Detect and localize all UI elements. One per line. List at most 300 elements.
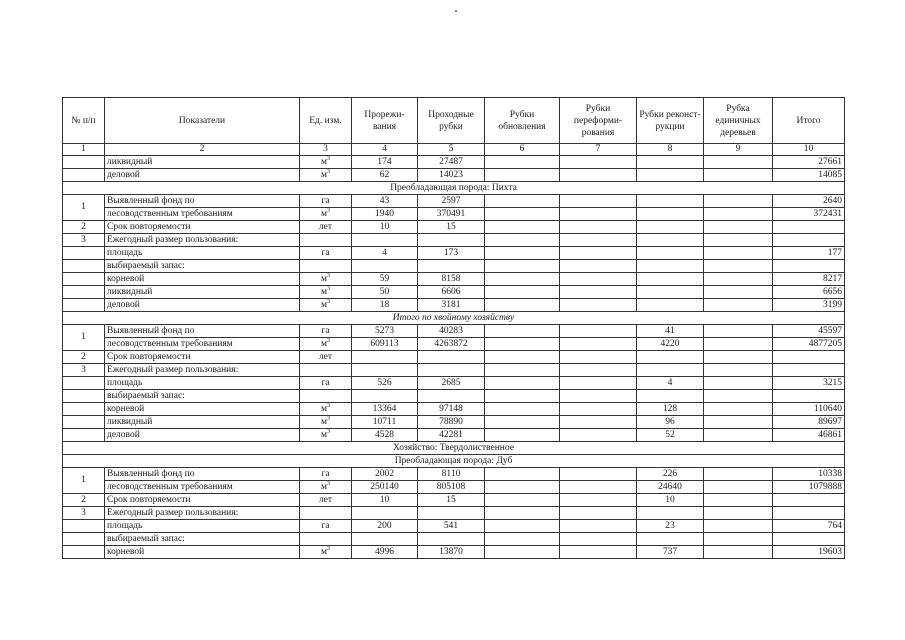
value-reconstruction-cutting <box>637 286 704 299</box>
unit-text: лет <box>318 494 333 505</box>
value-single-tree-cutting <box>704 195 773 208</box>
value-renewal-cutting <box>485 416 560 429</box>
value-single-tree-cutting <box>704 416 773 429</box>
value-reconstruction-cutting: 128 <box>637 403 704 416</box>
header-indicators: Показатели <box>105 98 300 144</box>
unit-cell <box>300 234 352 247</box>
value-thinning: 526 <box>352 377 418 390</box>
value-passage-cutting: 4263872 <box>418 338 485 351</box>
table-row <box>63 507 845 520</box>
value-reformation-cutting <box>560 546 637 559</box>
value-reconstruction-cutting: 24640 <box>637 481 704 494</box>
value-passage-cutting: 2685 <box>418 377 485 390</box>
unit-text: м <box>320 416 327 427</box>
indicator-label: лесоводственным требованиям <box>105 338 300 351</box>
row-number: 3 <box>63 234 105 247</box>
unit-cell <box>300 364 352 377</box>
value-renewal-cutting <box>485 520 560 533</box>
table-row <box>63 494 845 507</box>
value-renewal-cutting <box>485 195 560 208</box>
row-number: 1 <box>63 195 105 221</box>
section-heading: Преобладающая порода: Пихта <box>63 182 845 195</box>
unit-cell <box>300 247 352 260</box>
row-number <box>63 416 105 429</box>
value-total: 45597 <box>773 325 845 338</box>
value-total <box>773 494 845 507</box>
value-reconstruction-cutting <box>637 156 704 169</box>
unit-text: га <box>321 520 330 531</box>
indicator-label: деловой <box>105 169 300 182</box>
value-reformation-cutting <box>560 494 637 507</box>
value-thinning <box>352 533 418 546</box>
value-passage-cutting: 2597 <box>418 195 485 208</box>
table-row <box>63 208 845 221</box>
header-thinning: Прорежи-вания <box>352 98 418 144</box>
unit-cell <box>300 208 352 221</box>
value-total <box>773 533 845 546</box>
indicator-label: площадь <box>105 520 300 533</box>
unit-cell <box>300 156 352 169</box>
unit-text: м <box>320 156 327 167</box>
table-row <box>63 325 845 338</box>
value-thinning: 10 <box>352 221 418 234</box>
indicator-label: ликвидный <box>105 286 300 299</box>
value-thinning: 4528 <box>352 429 418 442</box>
value-reconstruction-cutting: 4220 <box>637 338 704 351</box>
value-renewal-cutting <box>485 325 560 338</box>
table-row <box>63 234 845 247</box>
value-single-tree-cutting <box>704 429 773 442</box>
value-reconstruction-cutting: 23 <box>637 520 704 533</box>
unit-cell <box>300 546 352 559</box>
value-renewal-cutting <box>485 156 560 169</box>
unit-superscript: 3 <box>327 415 330 422</box>
value-reconstruction-cutting: 41 <box>637 325 704 338</box>
value-reformation-cutting <box>560 195 637 208</box>
value-renewal-cutting <box>485 364 560 377</box>
unit-text: га <box>321 247 330 258</box>
indicator-label: деловой <box>105 299 300 312</box>
value-single-tree-cutting <box>704 364 773 377</box>
value-renewal-cutting <box>485 338 560 351</box>
table-row <box>63 299 845 312</box>
row-number <box>63 377 105 390</box>
row-number: 2 <box>63 351 105 364</box>
value-single-tree-cutting <box>704 494 773 507</box>
unit-cell <box>300 260 352 273</box>
row-number: 3 <box>63 364 105 377</box>
value-passage-cutting: 8158 <box>418 273 485 286</box>
unit-superscript: 3 <box>327 272 330 279</box>
unit-text: га <box>321 377 330 388</box>
value-single-tree-cutting <box>704 221 773 234</box>
value-reformation-cutting <box>560 351 637 364</box>
unit-cell <box>300 403 352 416</box>
table-row <box>63 247 845 260</box>
value-renewal-cutting <box>485 234 560 247</box>
header-reconstruction-cutting: Рубки реконст-рукции <box>637 98 704 144</box>
col-number: 6 <box>485 144 560 156</box>
value-thinning <box>352 234 418 247</box>
value-passage-cutting: 6606 <box>418 286 485 299</box>
unit-text: м <box>320 403 327 414</box>
value-total <box>773 351 845 364</box>
value-passage-cutting <box>418 234 485 247</box>
value-single-tree-cutting <box>704 546 773 559</box>
value-thinning: 10 <box>352 494 418 507</box>
value-reformation-cutting <box>560 169 637 182</box>
value-reformation-cutting <box>560 273 637 286</box>
unit-cell <box>300 494 352 507</box>
value-thinning: 18 <box>352 299 418 312</box>
value-single-tree-cutting <box>704 481 773 494</box>
value-reconstruction-cutting <box>637 208 704 221</box>
header-total: Итого <box>773 98 845 144</box>
row-number: 3 <box>63 507 105 520</box>
value-passage-cutting: 370491 <box>418 208 485 221</box>
value-reconstruction-cutting <box>637 351 704 364</box>
value-single-tree-cutting <box>704 468 773 481</box>
indicator-label: ликвидный <box>105 416 300 429</box>
unit-cell <box>300 286 352 299</box>
value-renewal-cutting <box>485 507 560 520</box>
value-passage-cutting: 8110 <box>418 468 485 481</box>
table-row <box>63 429 845 442</box>
value-renewal-cutting <box>485 468 560 481</box>
header-unit: Ед. изм. <box>300 98 352 144</box>
value-total: 3199 <box>773 299 845 312</box>
row-number <box>63 546 105 559</box>
value-single-tree-cutting <box>704 377 773 390</box>
value-single-tree-cutting <box>704 507 773 520</box>
value-passage-cutting: 173 <box>418 247 485 260</box>
row-number <box>63 247 105 260</box>
unit-superscript: 3 <box>327 480 330 487</box>
row-number: 1 <box>63 325 105 351</box>
value-total: 764 <box>773 520 845 533</box>
value-total: 372431 <box>773 208 845 221</box>
value-reconstruction-cutting: 52 <box>637 429 704 442</box>
value-thinning: 250140 <box>352 481 418 494</box>
section-heading: Преобладающая порода: Дуб <box>63 455 845 468</box>
value-passage-cutting <box>418 364 485 377</box>
value-passage-cutting: 14023 <box>418 169 485 182</box>
unit-cell <box>300 351 352 364</box>
indicator-label: корневой <box>105 273 300 286</box>
value-single-tree-cutting <box>704 390 773 403</box>
value-reformation-cutting <box>560 364 637 377</box>
value-total <box>773 364 845 377</box>
value-passage-cutting <box>418 507 485 520</box>
header-passage-cutting: Проходные рубки <box>418 98 485 144</box>
table-row <box>63 533 845 546</box>
indicator-label: Ежегодный размер пользования: <box>105 507 300 520</box>
value-total: 46861 <box>773 429 845 442</box>
value-reconstruction-cutting <box>637 247 704 260</box>
value-thinning: 4996 <box>352 546 418 559</box>
unit-text: м <box>320 286 327 297</box>
unit-superscript: 3 <box>327 155 330 162</box>
value-total <box>773 260 845 273</box>
value-total: 2640 <box>773 195 845 208</box>
value-reconstruction-cutting: 4 <box>637 377 704 390</box>
value-reformation-cutting <box>560 234 637 247</box>
unit-text: м <box>320 169 327 180</box>
value-renewal-cutting <box>485 260 560 273</box>
value-thinning <box>352 260 418 273</box>
unit-cell <box>300 169 352 182</box>
table-row <box>63 169 845 182</box>
col-number: 10 <box>773 144 845 156</box>
unit-cell <box>300 390 352 403</box>
value-single-tree-cutting <box>704 208 773 221</box>
value-renewal-cutting <box>485 273 560 286</box>
unit-cell <box>300 533 352 546</box>
table-row <box>63 260 845 273</box>
col-number: 2 <box>105 144 300 156</box>
header-reformation-cutting: Рубки переформи-рования <box>560 98 637 144</box>
value-reconstruction-cutting: 737 <box>637 546 704 559</box>
indicator-label: Выявленный фонд по <box>105 468 300 481</box>
value-single-tree-cutting <box>704 234 773 247</box>
value-total: 27661 <box>773 156 845 169</box>
indicator-label: Срок повторяемости <box>105 351 300 364</box>
unit-text: м <box>320 299 327 310</box>
indicator-label: выбираемый запас: <box>105 533 300 546</box>
row-number <box>63 299 105 312</box>
value-reconstruction-cutting <box>637 507 704 520</box>
value-passage-cutting: 13870 <box>418 546 485 559</box>
value-total <box>773 221 845 234</box>
table-row <box>63 156 845 169</box>
table-row <box>63 195 845 208</box>
value-passage-cutting: 42281 <box>418 429 485 442</box>
value-thinning: 4 <box>352 247 418 260</box>
table-row <box>63 403 845 416</box>
unit-superscript: 3 <box>327 168 330 175</box>
value-single-tree-cutting <box>704 247 773 260</box>
value-total: 177 <box>773 247 845 260</box>
section-heading-row <box>63 312 845 325</box>
value-reconstruction-cutting <box>637 234 704 247</box>
value-thinning: 62 <box>352 169 418 182</box>
value-passage-cutting <box>418 533 485 546</box>
value-passage-cutting: 40283 <box>418 325 485 338</box>
value-thinning: 50 <box>352 286 418 299</box>
value-thinning: 609113 <box>352 338 418 351</box>
unit-cell <box>300 468 352 481</box>
section-heading: Итого по хвойному хозяйству <box>63 312 845 325</box>
table-row <box>63 377 845 390</box>
value-renewal-cutting <box>485 351 560 364</box>
value-total: 10338 <box>773 468 845 481</box>
value-passage-cutting <box>418 390 485 403</box>
value-reconstruction-cutting <box>637 390 704 403</box>
value-single-tree-cutting <box>704 325 773 338</box>
value-thinning: 200 <box>352 520 418 533</box>
unit-text: га <box>321 325 330 336</box>
header-single-tree-cutting: Рубка единичных деревьев <box>704 98 773 144</box>
value-thinning <box>352 364 418 377</box>
value-single-tree-cutting <box>704 338 773 351</box>
value-thinning: 13364 <box>352 403 418 416</box>
value-reformation-cutting <box>560 260 637 273</box>
value-passage-cutting <box>418 260 485 273</box>
value-renewal-cutting <box>485 247 560 260</box>
value-thinning: 2002 <box>352 468 418 481</box>
value-reformation-cutting <box>560 507 637 520</box>
value-reformation-cutting <box>560 247 637 260</box>
column-number-row <box>63 144 845 156</box>
value-reformation-cutting <box>560 429 637 442</box>
table-row <box>63 546 845 559</box>
value-renewal-cutting <box>485 390 560 403</box>
indicator-label: лесоводственным требованиям <box>105 208 300 221</box>
col-number: 9 <box>704 144 773 156</box>
unit-text: м <box>320 208 327 219</box>
unit-text: м <box>320 429 327 440</box>
row-number <box>63 156 105 169</box>
value-single-tree-cutting <box>704 533 773 546</box>
unit-cell <box>300 481 352 494</box>
unit-superscript: 3 <box>327 285 330 292</box>
unit-cell <box>300 221 352 234</box>
indicator-label: площадь <box>105 377 300 390</box>
value-renewal-cutting <box>485 299 560 312</box>
row-number <box>63 169 105 182</box>
value-reconstruction-cutting <box>637 299 704 312</box>
unit-text: м <box>320 273 327 284</box>
value-total: 1079888 <box>773 481 845 494</box>
unit-cell <box>300 299 352 312</box>
value-reconstruction-cutting <box>637 195 704 208</box>
value-total: 19603 <box>773 546 845 559</box>
value-renewal-cutting <box>485 494 560 507</box>
value-renewal-cutting <box>485 403 560 416</box>
row-number <box>63 286 105 299</box>
value-single-tree-cutting <box>704 520 773 533</box>
row-number <box>63 390 105 403</box>
value-passage-cutting: 3181 <box>418 299 485 312</box>
value-single-tree-cutting <box>704 169 773 182</box>
unit-text: м <box>320 546 327 557</box>
col-number: 8 <box>637 144 704 156</box>
value-passage-cutting: 78890 <box>418 416 485 429</box>
value-total: 110640 <box>773 403 845 416</box>
unit-superscript: 3 <box>327 298 330 305</box>
value-single-tree-cutting <box>704 286 773 299</box>
value-total: 8217 <box>773 273 845 286</box>
value-thinning: 5273 <box>352 325 418 338</box>
section-heading-row <box>63 442 845 455</box>
table-row <box>63 468 845 481</box>
indicator-label: ликвидный <box>105 156 300 169</box>
col-number: 7 <box>560 144 637 156</box>
unit-cell <box>300 338 352 351</box>
row-number <box>63 429 105 442</box>
table-row <box>63 416 845 429</box>
value-renewal-cutting <box>485 533 560 546</box>
unit-superscript: 3 <box>327 207 330 214</box>
value-passage-cutting: 27487 <box>418 156 485 169</box>
value-reconstruction-cutting <box>637 273 704 286</box>
value-reformation-cutting <box>560 299 637 312</box>
value-single-tree-cutting <box>704 273 773 286</box>
col-number: 1 <box>63 144 105 156</box>
value-reformation-cutting <box>560 481 637 494</box>
section-heading-row <box>63 182 845 195</box>
unit-superscript: 3 <box>327 545 330 552</box>
header-renewal-cutting: Рубки обновления <box>485 98 560 144</box>
unit-cell <box>300 429 352 442</box>
value-passage-cutting <box>418 351 485 364</box>
value-renewal-cutting <box>485 286 560 299</box>
indicator-label: Срок повторяемости <box>105 221 300 234</box>
value-reformation-cutting <box>560 377 637 390</box>
value-reformation-cutting <box>560 338 637 351</box>
value-reformation-cutting <box>560 286 637 299</box>
value-thinning: 1940 <box>352 208 418 221</box>
indicator-label: деловой <box>105 429 300 442</box>
unit-text: лет <box>318 221 333 232</box>
value-reconstruction-cutting <box>637 364 704 377</box>
table-row <box>63 364 845 377</box>
value-reformation-cutting <box>560 156 637 169</box>
indicator-label: Выявленный фонд по <box>105 325 300 338</box>
value-reconstruction-cutting: 226 <box>637 468 704 481</box>
unit-text: га <box>321 195 330 206</box>
section-heading-row <box>63 455 845 468</box>
value-reconstruction-cutting <box>637 533 704 546</box>
table-row <box>63 221 845 234</box>
row-number <box>63 533 105 546</box>
value-reconstruction-cutting <box>637 221 704 234</box>
unit-superscript: 3 <box>327 428 330 435</box>
value-total: 14085 <box>773 169 845 182</box>
value-single-tree-cutting <box>704 156 773 169</box>
value-total <box>773 234 845 247</box>
unit-cell <box>300 520 352 533</box>
row-number <box>63 260 105 273</box>
forestry-usage-table <box>62 97 845 559</box>
value-passage-cutting: 97148 <box>418 403 485 416</box>
value-passage-cutting: 15 <box>418 494 485 507</box>
table-row <box>63 390 845 403</box>
value-single-tree-cutting <box>704 403 773 416</box>
indicator-label: лесоводственным требованиям <box>105 481 300 494</box>
unit-text: лет <box>318 351 333 362</box>
value-reformation-cutting <box>560 468 637 481</box>
unit-cell <box>300 325 352 338</box>
value-total: 3215 <box>773 377 845 390</box>
indicator-label: Срок повторяемости <box>105 494 300 507</box>
value-total: 89697 <box>773 416 845 429</box>
value-thinning: 10711 <box>352 416 418 429</box>
value-passage-cutting: 541 <box>418 520 485 533</box>
value-reformation-cutting <box>560 325 637 338</box>
value-thinning <box>352 507 418 520</box>
value-single-tree-cutting <box>704 260 773 273</box>
unit-superscript: 3 <box>327 402 330 409</box>
value-thinning <box>352 390 418 403</box>
indicator-label: площадь <box>105 247 300 260</box>
page-speck <box>455 10 457 12</box>
indicator-label: Выявленный фонд по <box>105 195 300 208</box>
table-row <box>63 481 845 494</box>
value-renewal-cutting <box>485 221 560 234</box>
table-row <box>63 520 845 533</box>
value-reformation-cutting <box>560 520 637 533</box>
